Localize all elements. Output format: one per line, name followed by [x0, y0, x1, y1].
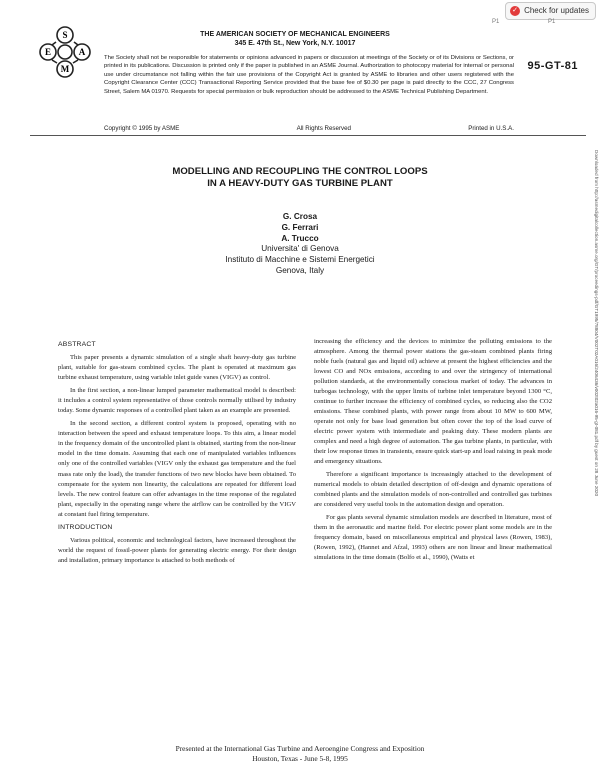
- affiliation-location: Genova, Italy: [275, 266, 325, 276]
- body-paragraph: For gas plants several dynamic simulation models are described in literature, most of them in the aeronautic and marine field. For electric power plant some models are in the frequency domain, based on miscellaneous empirical and physical laws (Rowen, 1983), (Rowen, 1992), (Hannet and Afzal, 1993) others are non linear and linear mathematical simulations in the time domain (Bolfo et al., 1990), (Watts et: [314, 514, 552, 562]
- right-column: [314, 337, 552, 566]
- logo-letter: S: [62, 30, 68, 40]
- footer-conference: Presented at the International Gas Turbine and Aeroengine Congress and Exposition: [175, 744, 425, 753]
- author-name: G. Crosa: [282, 212, 318, 221]
- scan-mark: P1: [548, 19, 556, 25]
- rights-text: All Rights Reserved: [296, 125, 351, 132]
- body-paragraph: Therefore a significant importance is increasingly attached to the development of numerical models to obtain detailed description of off-design and dynamic operations of combined plants and the simulation models of non-controlled and controlled gas turbines are considered very useful tools in the automation design and operation.: [314, 471, 552, 509]
- introduction-paragraph: Various political, economic and technological factors, have increased throughout the world the request of fossil-power plants for generating electric energy. For their design and installation, primary importance is attached to both methods of: [58, 536, 296, 564]
- title-line-2: IN A HEAVY-DUTY GAS TURBINE PLANT: [207, 178, 393, 190]
- footer-location: Houston, Texas - June 5-8, 1995: [252, 753, 348, 763]
- author-block: [130, 212, 470, 277]
- society-header: [190, 30, 400, 49]
- header-divider: [30, 135, 586, 136]
- introduction-heading: INTRODUCTION: [58, 523, 113, 531]
- abstract-paragraph: In the second section, a different control system is proposed, operating with no interaction between the speed and exhaust temperature loops. To this aim, a linear model in the frequency domain of the uncontrolled plant is obtained, starting from the non-linear model in the time domain. Assuming that each one of manipulated variables influences only one of the controlled variables (VIGV only the exhaust gas temperature and the fuel mass rate only the load), the transfer functions of two new blocks have been obtained. To compensate for the system non linearity, the calculations are repeated for different load levels. The new control feature can offer advantages in the time response of the regulated plant, especially in the operating range where the airflow can be controlled by the VIGV at constant fuel firing temperature.: [58, 420, 296, 518]
- abstract-heading: ABSTRACT: [58, 341, 96, 348]
- abstract-paragraph: In the first section, a non-linear lumped parameter mathematical model is described: it includes a control system representative of those controls normally utilised by industry today. Some dynamic responses of a controlled plant taken as an example are presented.: [58, 387, 296, 415]
- logo-letter: A: [78, 47, 86, 57]
- author-name: G. Ferrari: [281, 222, 319, 232]
- abstract-paragraph: This paper presents a dynamic simulation of a single shaft heavy-duty gas turbine plant, suitable for gas-steam combined cycles. The plant is operated at maximum gas turbine exhaust temperature, using variable inlet guide vanes (VIGV) as control.: [58, 354, 296, 382]
- copyright-text: Copyright © 1995 by ASME: [104, 125, 180, 132]
- affiliation-institute: Instituto di Macchine e Sistemi Energetici: [225, 255, 375, 265]
- copyright-line: [104, 124, 514, 133]
- paper-title: [60, 166, 540, 191]
- check-updates-label: Check for updates: [524, 6, 589, 15]
- copyright-notice: The Society shall not be responsible for statements or opinions advanced in papers or discussion at meetings of the Society or of its Divisions or Sections, or printed in its publications. Discussion is printed only if the paper is published in an ASME Journal. Authorization to photocopy material for internal or personal use under circumstance not falling within the fair use provisions of the Copyright Act is granted by ASME to libraries and other users registered with the Copyright Clearance Center (CCC) Transactional Reporting Service provided that the base fee of $0.30 per page is paid directly to the CCC, 27 Congress Street, Salem MA 01970. Requests for special permission or bulk reproduction should be addressed to the ASME Technical Publishing Department.: [104, 55, 514, 95]
- download-side-note: Downloaded from http://asmedigitalcollection.asme.org/GT/proceedings-pdf/GT1995/78804/V002T02A016/2406436/v002t02a016-95-gt-081.pdf by guest on 28 June 2020: [594, 150, 599, 497]
- logo-letter: M: [60, 64, 70, 74]
- update-icon: ✓: [510, 6, 520, 16]
- paper-number: 95-GT-81: [527, 60, 578, 72]
- affiliation-university: Universita' di Genova: [261, 244, 339, 254]
- author-name: A. Trucco: [281, 233, 319, 243]
- scan-mark: P1: [492, 19, 500, 25]
- printed-text: Printed in U.S.A.: [468, 125, 514, 132]
- society-name: THE AMERICAN SOCIETY OF MECHANICAL ENGINEERS: [200, 31, 390, 38]
- title-line-1: MODELLING AND RECOUPLING THE CONTROL LOOPS: [172, 166, 428, 177]
- left-column: [58, 337, 296, 569]
- society-address: 345 E. 47th St., New York, N.Y. 10017: [234, 40, 356, 48]
- conference-footer: [100, 744, 500, 764]
- asme-logo-icon: [30, 24, 100, 82]
- body-paragraph: increasing the efficiency and the devices to minimize the polluting emissions to the atmosphere. Among the thermal power stations the gas-steam combined plants firing noble fuels (natural gas and liquid oil) achieve at present the highest efficiencies and the lowest CO and NOx emissions, according to and over the stringency of international pollution standards, at the environmentally conscious market of today. The advances in turbogas technology, with the upper limits of turbine inlet temperature beyond 1300 °C, continue to further increase the efficiency of combined cycles, so reducing also the CO2 emissions. These combined plants, with power range from about 10 MW to 600 MW, operate not only for base load generation but often cover the top of the load curve of electric power system with intermediate and peaking duty. These modern plants are complex and need a high degree of automation. The gas turbine plants, in particular, with their low response times in transients, ensure quick start-up and load raising in peak mode and emergency situations.: [314, 338, 552, 466]
- logo-letter: E: [44, 47, 52, 57]
